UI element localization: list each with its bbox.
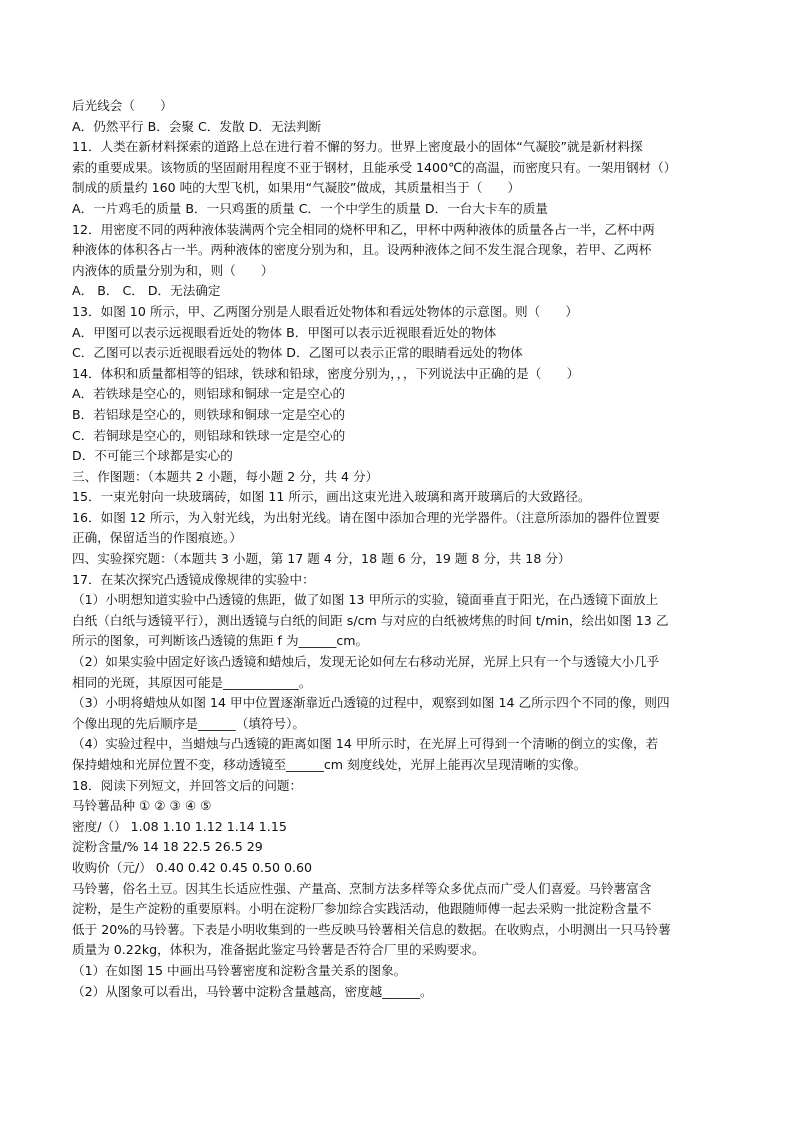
text-line: （1）在如图 15 中画出马铃薯密度和淀粉含量关系的图象。	[72, 962, 407, 978]
text-line: 低于 20%的马铃薯。下表是小明收集到的一些反映马铃薯相关信息的数据。在收购点，小明测出一只马铃薯	[72, 921, 671, 937]
text-line: 个像出现的先后顺序是______（填符号）。	[72, 715, 305, 731]
text-line: D．不可能三个球都是实心的	[72, 448, 233, 464]
text-line: 保持蜡烛和光屏位置不变，移动透镜至______cm 刻度线处，光屏上能再次呈现清晰的实像。	[72, 757, 587, 772]
text-line: 种液体的体积各占一半。两种液体的密度分别为和，且。设两种液体之间不发生混合现象，若甲、乙两杯	[72, 242, 652, 258]
text-line: C．乙图可以表示近视眼看远处的物体 D．乙图可以表示正常的眼睛看远处的物体	[72, 345, 523, 361]
text-line: A．若铁球是空心的，则铝球和铜球一定是空心的	[72, 386, 346, 402]
text-line: A．仍然平行 B．会聚 C．发散 D．无法判断	[72, 118, 322, 134]
text-line: A．甲图可以表示远视眼看近处的物体 B．甲图可以表示近视眼看近处的物体	[72, 324, 497, 340]
section-heading: 三、作图题：（本题共 2 小题，每小题 2 分，共 4 分）	[72, 468, 379, 484]
text-line: （1）小明想知道实验中凸透镜的焦距，做了如图 13 甲所示的实验，镜面垂直于阳光，在凸透镜下面放上	[72, 592, 659, 608]
text-line: （2）如果实验中固定好该凸透镜和蜡烛后，发现无论如何左右移动光屏，光屏上只有一个与透镜大小几乎	[72, 654, 660, 670]
text-line: （4）实验过程中，当蜡烛与凸透镜的距离如图 14 甲所示时，在光屏上可得到一个清晰的倒立的实像，若	[72, 736, 659, 752]
text-line: 白纸（白纸与透镜平行），测出透镜与白纸的间距 s/cm 与对应的白纸被烤焦的时间 t/min，绘出如图 13 乙	[72, 612, 669, 628]
text-line: 正确，保留适当的作图痕迹。）	[72, 530, 243, 546]
table-row: 密度/（） 1.08 1.10 1.12 1.14 1.15	[72, 818, 287, 834]
text-line: 内液体的质量分别为和，则（ ）	[72, 262, 274, 278]
text-line: C．若铜球是空心的，则铝球和铁球一定是空心的	[72, 427, 346, 443]
text-line: 相同的光斑，其原因可能是____________。	[72, 674, 312, 690]
text-line: 后光线会（ ）	[72, 98, 173, 113]
text-line: 12．用密度不同的两种液体装满两个完全相同的烧杯甲和乙，甲杯中两种液体的质量各占一半，乙杯中两	[72, 221, 655, 237]
text-line: 14．体积和质量都相等的铝球，铁球和铅球，密度分别为，，，下列说法中正确的是（ ）	[72, 365, 580, 381]
text-line: 淀粉，是生产淀粉的重要原料。小明在淀粉厂参加综合实践活动，他跟随师傅一起去采购一批淀粉含量不	[72, 901, 652, 917]
text-line: 索的重要成果。该物质的坚固耐用程度不亚于钢材，且能承受 1400℃的高温，而密度只有。一架用钢材（）	[72, 159, 677, 175]
text-line: 15．一束光射向一块玻璃砖，如图 11 所示，画出这束光进入玻璃和离开玻璃后的大致路径。	[72, 489, 591, 505]
text-line: 18．阅读下列短文，并回答文后的问题：	[72, 777, 303, 793]
text-line: 16．如图 12 所示，为入射光线，为出射光线。请在图中添加合理的光学器件。（注意所添加的器件位置要	[72, 509, 660, 525]
text-line: 所示的图象，可判断该凸透镜的焦距 f 为______cm。	[72, 633, 369, 649]
text-line: 11．人类在新材料探索的道路上总在进行着不懈的努力。世界上密度最小的固体“气凝胶”就是新材料探	[72, 139, 643, 155]
exam-page	[72, 96, 732, 1002]
section-heading: 四、实验探究题：（本题共 3 小题，第 17 题 4 分，18 题 6 分，19 题 8 分，共 18 分）	[72, 551, 571, 567]
text-line: A．一片鸡毛的质量 B．一只鸡蛋的质量 C．一个中学生的质量 D．一台大卡车的质量	[72, 200, 548, 216]
text-line: 17．在某次探究凸透镜成像规律的实验中：	[72, 571, 315, 587]
table-row: 马铃薯品种 ① ② ③ ④ ⑤	[72, 798, 212, 814]
text-line: 质量为 0.22kg，体积为，准备据此鉴定马铃薯是否符合厂里的采购要求。	[72, 942, 485, 958]
text-line: A． B． C． D．无法确定	[72, 283, 221, 299]
table-row: 收购价（元/） 0.40 0.42 0.45 0.50 0.60	[72, 859, 313, 875]
text-line: B．若铝球是空心的，则铁球和铜球一定是空心的	[72, 406, 346, 422]
text-line: 马铃薯，俗名土豆。因其生长适应性强、产量高、烹制方法多样等众多优点而广受人们喜爱。马铃薯富含	[72, 880, 652, 896]
text-line: 13．如图 10 所示，甲、乙两图分别是人眼看近处物体和看远处物体的示意图。则（ ）	[72, 303, 579, 319]
text-line: （3）小明将蜡烛从如图 14 甲中位置逐渐靠近凸透镜的过程中，观察到如图 14 乙所示四个不同的像，则四	[72, 695, 670, 711]
text-line: 制成的质量约 160 吨的大型飞机，如果用“气凝胶”做成，其质量相当于（ ）	[72, 180, 521, 196]
table-row: 淀粉含量/% 14 18 22.5 26.5 29	[72, 839, 263, 855]
text-line: （2）从图象可以看出，马铃薯中淀粉含量越高，密度越______。	[72, 983, 433, 999]
